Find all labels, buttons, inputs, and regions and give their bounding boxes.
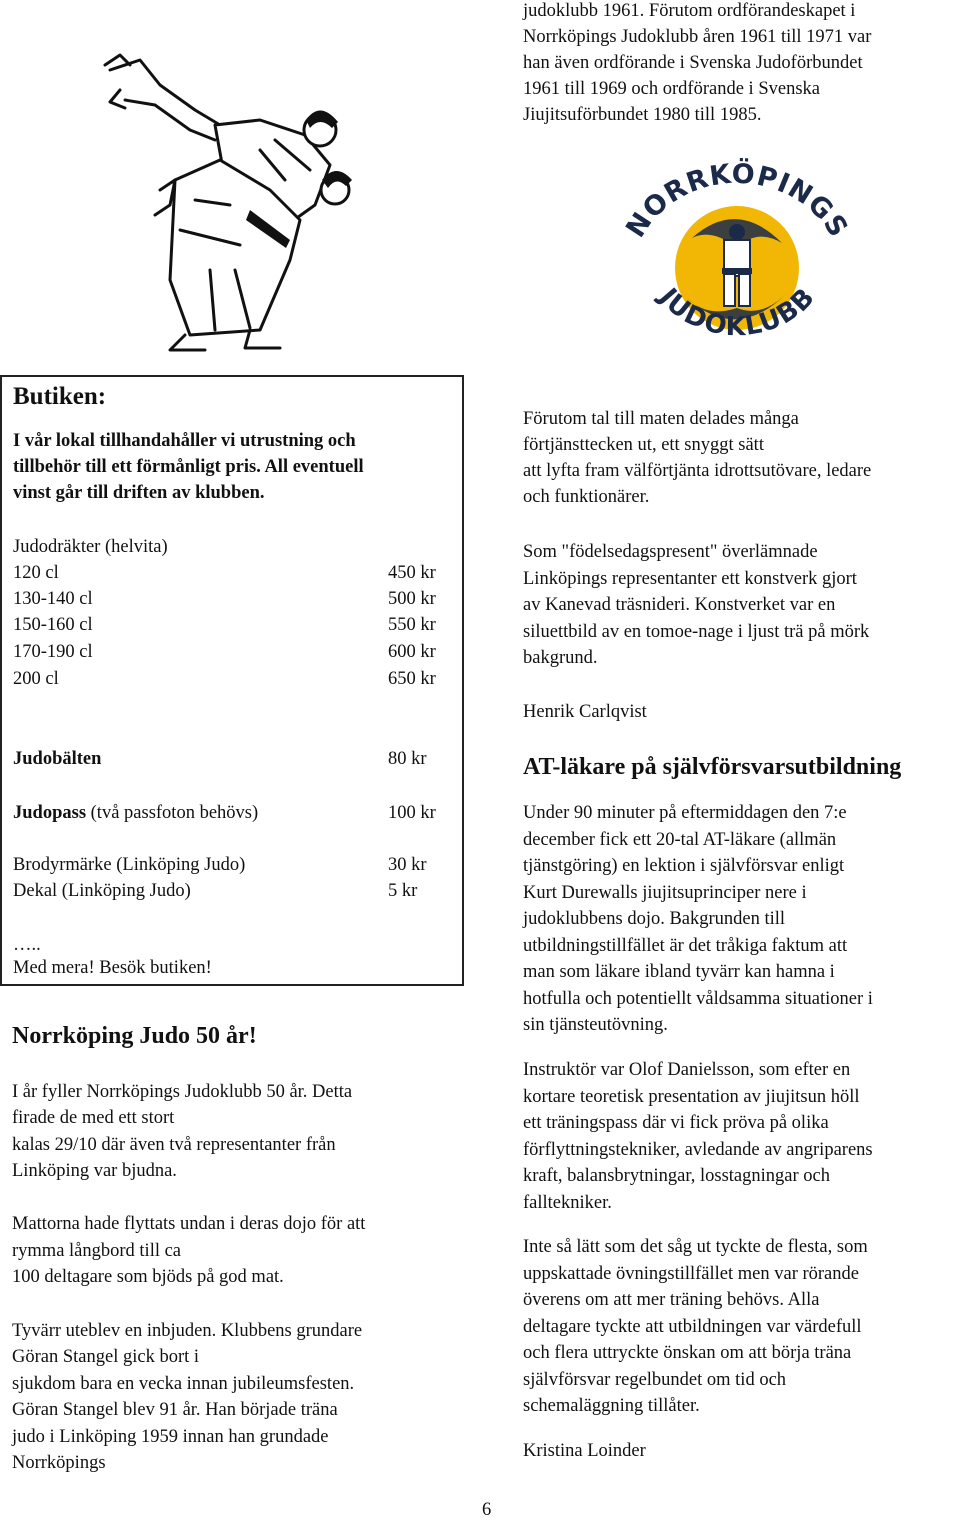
belts-label: Judobälten	[13, 749, 102, 769]
text-line: 1961 till 1969 och ordförande i Svenska	[523, 79, 820, 99]
text-line: Norrköpings Judoklubb åren 1961 till 1971 var	[523, 27, 872, 47]
text-line: självförsvar regelbundet om tid och	[523, 1370, 787, 1390]
suit-size: 120 cl	[13, 563, 59, 583]
anniversary-heading: Norrköping Judo 50 år!	[12, 1023, 257, 1049]
badge-price: 30 kr	[388, 855, 427, 875]
club-logo	[612, 158, 862, 373]
text-line: Tyvärr uteblev en inbjuden. Klubbens grundare	[12, 1321, 363, 1341]
text-line: av Kanevad träsnideri. Konstverket var en	[523, 595, 836, 615]
text-line: man som läkare ibland tyvärr kan hamna i	[523, 962, 835, 982]
badge-label: Brodyrmärke (Linköping Judo)	[13, 855, 246, 875]
sticker-price: 5 kr	[388, 881, 418, 901]
suit-price: 550 kr	[388, 615, 436, 635]
text-line: Kurt Durewalls jiujitsuprinciper nere i	[523, 883, 807, 903]
ellipsis: …..	[13, 935, 41, 955]
text-line: ett träningspass där vi fick pröva på olika	[523, 1113, 829, 1133]
text-line: och flera uttryckte önskan om att börja träna	[523, 1343, 852, 1363]
text-line: Förutom tal till maten delades många	[523, 409, 799, 429]
text-line: december fick ett 20-tal AT-läkare (allmän	[523, 830, 837, 850]
text-line: Norrköpings	[12, 1453, 106, 1473]
text-line: siluettbild av en tomoe-nage i ljust trä på mörk	[523, 622, 870, 642]
shop-intro-line: I vår lokal tillhandahåller vi utrustning och	[13, 431, 356, 451]
text-line: schemaläggning tillåter.	[523, 1396, 700, 1416]
suit-size: 150-160 cl	[13, 615, 93, 635]
text-line: Jiujitsuförbundet 1980 till 1985.	[523, 105, 762, 125]
shop-more: Med mera! Besök butiken!	[13, 958, 212, 978]
text-line: Som "födelsedagspresent" överlämnade	[523, 542, 818, 562]
suit-price: 650 kr	[388, 669, 436, 689]
text-line: deltagare tyckte att utbildningen var värdefull	[523, 1317, 862, 1337]
text-line: han även ordförande i Svenska Judoförbundet	[523, 53, 863, 73]
text-line: hotfulla och potentiellt våldsamma situationer i	[523, 989, 873, 1009]
author-signature: Kristina Loinder	[523, 1441, 646, 1461]
text-line: sjukdom bara en vecka innan jubileumsfesten.	[12, 1374, 355, 1394]
text-line: att lyfta fram välförtjänta idrottsutövare, ledare	[523, 461, 872, 481]
suits-heading: Judodräkter (helvita)	[13, 537, 168, 557]
text-line: falltekniker.	[523, 1193, 612, 1213]
text-line: I år fyller Norrköpings Judoklubb 50 år. Detta	[12, 1082, 353, 1102]
text-line: judoklubbens dojo. Bakgrunden till	[523, 909, 786, 929]
pass-price: 100 kr	[388, 803, 436, 823]
text-line: Inte så lätt som det såg ut tyckte de flesta, som	[523, 1237, 868, 1257]
text-line: rymma långbord till ca	[12, 1241, 182, 1261]
text-line: Göran Stangel blev 91 år. Han började träna	[12, 1400, 338, 1420]
text-line: och funktionärer.	[523, 487, 650, 507]
judo-throw-illustration	[100, 30, 370, 360]
logo-arc-top: NORRKÖPINGS	[620, 158, 854, 244]
text-line: firade de med ett stort	[12, 1108, 175, 1128]
text-line: Linköpings representanter ett konstverk gjort	[523, 569, 857, 589]
text-line: sin tjänsteutövning.	[523, 1015, 668, 1035]
text-line: förflyttningstekniker, avledande av angriparens	[523, 1140, 873, 1160]
text-line: Under 90 minuter på eftermiddagen den 7:e	[523, 803, 847, 823]
page-number: 6	[482, 1500, 492, 1520]
shop-title: Butiken:	[13, 383, 107, 410]
text-line: Göran Stangel gick bort i	[12, 1347, 200, 1367]
text-line: utbildningstillfället är det tråkiga faktum att	[523, 936, 848, 956]
text-line: judo i Linköping 1959 innan han grundade	[12, 1427, 329, 1447]
shop-intro-line: vinst går till driften av klubben.	[13, 483, 265, 503]
text-line: bakgrund.	[523, 648, 598, 668]
suit-price: 500 kr	[388, 589, 436, 609]
text-line: 100 deltagare som bjöds på god mat.	[12, 1267, 284, 1287]
author-signature: Henrik Carlqvist	[523, 702, 647, 722]
text-line: kortare teoretisk presentation av jiujitsun höll	[523, 1087, 860, 1107]
text-line: kraft, balansbrytningar, losstagningar och	[523, 1166, 830, 1186]
text-line: överens om att mer träning behövs. Alla	[523, 1290, 820, 1310]
logo-arc-bottom: JUDOKLUBB	[652, 282, 822, 343]
suit-price: 450 kr	[388, 563, 436, 583]
article-heading: AT-läkare på självförsvarsutbildning	[523, 754, 902, 780]
suit-size: 200 cl	[13, 669, 59, 689]
text-line: judoklubb 1961. Förutom ordförandeskapet i	[523, 1, 856, 21]
suit-size: 170-190 cl	[13, 642, 93, 662]
sticker-label: Dekal (Linköping Judo)	[13, 881, 191, 901]
suit-size: 130-140 cl	[13, 589, 93, 609]
text-line: förtjänsttecken ut, ett snyggt sätt	[523, 435, 764, 455]
text-line: Mattorna hade flyttats undan i deras dojo för att	[12, 1214, 366, 1234]
suit-price: 600 kr	[388, 642, 436, 662]
text-line: Linköping var bjudna.	[12, 1161, 177, 1181]
pass-label-rest: (två passfoton behövs)	[86, 803, 259, 823]
pass-label	[13, 800, 258, 827]
text-line: tjänstgöring) en lektion i självförsvar enligt	[523, 856, 845, 876]
text-line: uppskattade övningstillfället men var rörande	[523, 1264, 859, 1284]
shop-box	[0, 375, 464, 986]
shop-intro-line: tillbehör till ett förmånligt pris. All eventuell	[13, 457, 364, 477]
pass-label-bold: Judopass	[13, 803, 87, 823]
text-line: Instruktör var Olof Danielsson, som efter en	[523, 1060, 851, 1080]
text-line: kalas 29/10 där även två representanter från	[12, 1135, 336, 1155]
belts-price: 80 kr	[388, 749, 427, 769]
